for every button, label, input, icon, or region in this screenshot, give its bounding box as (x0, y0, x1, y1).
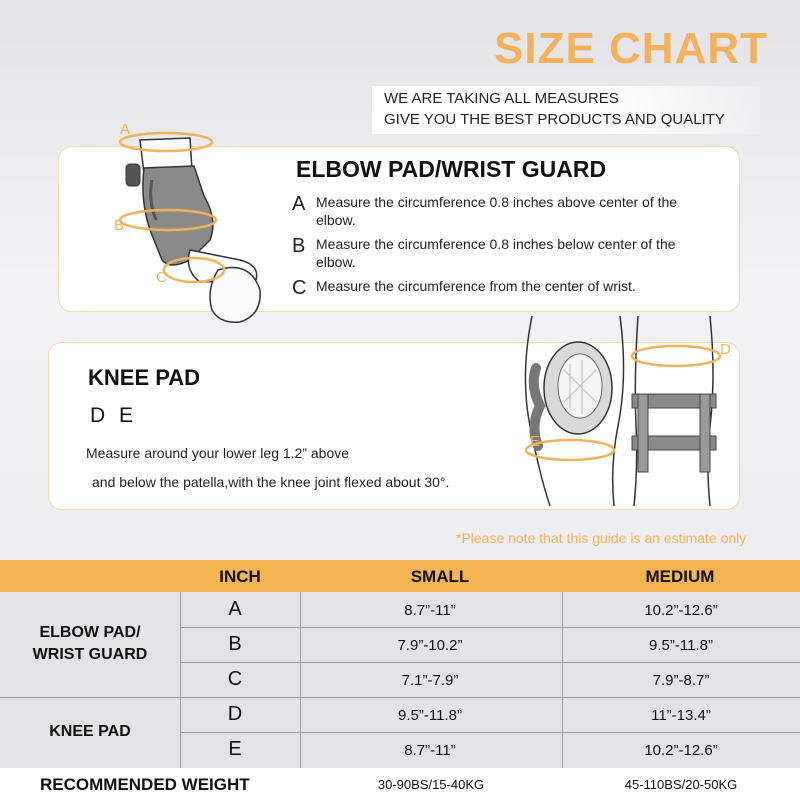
header-medium: MEDIUM (645, 567, 715, 586)
row-e-small: 8.7”-11” (404, 742, 456, 759)
weight-row (0, 768, 800, 800)
divider (180, 732, 800, 733)
divider (180, 662, 800, 663)
estimate-note: *Please note that this guide is an estimate only (456, 530, 747, 546)
group-elbow-line-2: WRIST GUARD (32, 646, 148, 663)
header-small: SMALL (410, 567, 470, 586)
row-b-small: 7.9”-10.2” (397, 637, 463, 654)
measure-b-letter: B (292, 235, 306, 257)
knee-text-line-2: and below the patella,with the knee joint flexed about 30°. (92, 474, 450, 490)
knee-letters: D E (90, 404, 138, 427)
weight-small: 30-90BS/15-40KG (377, 777, 485, 792)
elbow-section-title: ELBOW PAD/WRIST GUARD (296, 156, 607, 182)
row-e-letter: E (228, 738, 242, 760)
row-c-letter: C (227, 668, 243, 690)
knee-text-line-1: Measure around your lower leg 1.2” above (86, 445, 350, 461)
group-elbow-line-1: ELBOW PAD/ (39, 624, 141, 641)
row-b-medium: 9.5”-11.8” (649, 637, 713, 654)
elbow-arm-illustration (100, 110, 270, 340)
row-d-letter: D (227, 703, 243, 725)
subtitle-line-1: WE ARE TAKING ALL MEASURES (384, 90, 619, 107)
measure-c-text: Measure the circumference from the center of wrist. (316, 278, 636, 294)
page-title: SIZE CHART (494, 24, 768, 73)
divider (180, 627, 800, 628)
row-c-small: 7.1”-7.9” (401, 672, 459, 689)
label-e: E (530, 433, 541, 450)
row-d-small: 9.5”-11.8” (398, 707, 462, 724)
group-knee-label: KNEE PAD (49, 723, 131, 740)
measure-c-letter: C (292, 277, 307, 299)
row-d-medium: 11”-13.4” (651, 707, 711, 724)
row-a-letter: A (228, 598, 242, 620)
knee-leg-illustration (510, 316, 760, 506)
label-c: C (156, 269, 167, 286)
weight-medium: 45-110BS/20-50KG (624, 777, 738, 792)
label-d: D (720, 341, 731, 358)
divider (0, 697, 800, 698)
group-elbow-label (0, 622, 180, 666)
measure-a-letter: A (292, 193, 306, 215)
table-header (0, 560, 800, 592)
row-a-small: 8.7”-11” (404, 602, 456, 619)
label-a: A (120, 121, 131, 138)
knee-section-title: KNEE PAD (88, 365, 201, 390)
row-e-medium: 10.2”-12.6” (644, 742, 718, 759)
row-a-medium: 10.2”-12.6” (644, 602, 718, 619)
weight-label: RECOMMENDED WEIGHT (40, 775, 250, 794)
measure-b-text: Measure the circumference 0.8 inches below center of the elbow. (316, 236, 676, 270)
measure-a-text: Measure the circumference 0.8 inches above center of the elbow. (316, 194, 678, 228)
label-b: B (114, 217, 125, 234)
row-c-medium: 7.9”-8.7” (652, 672, 710, 689)
header-inch: INCH (219, 567, 261, 586)
row-b-letter: B (228, 633, 242, 655)
subtitle-line-2: GIVE YOU THE BEST PRODUCTS AND QUALITY (384, 111, 725, 128)
size-table (0, 560, 800, 800)
subtitle-banner (372, 86, 760, 134)
